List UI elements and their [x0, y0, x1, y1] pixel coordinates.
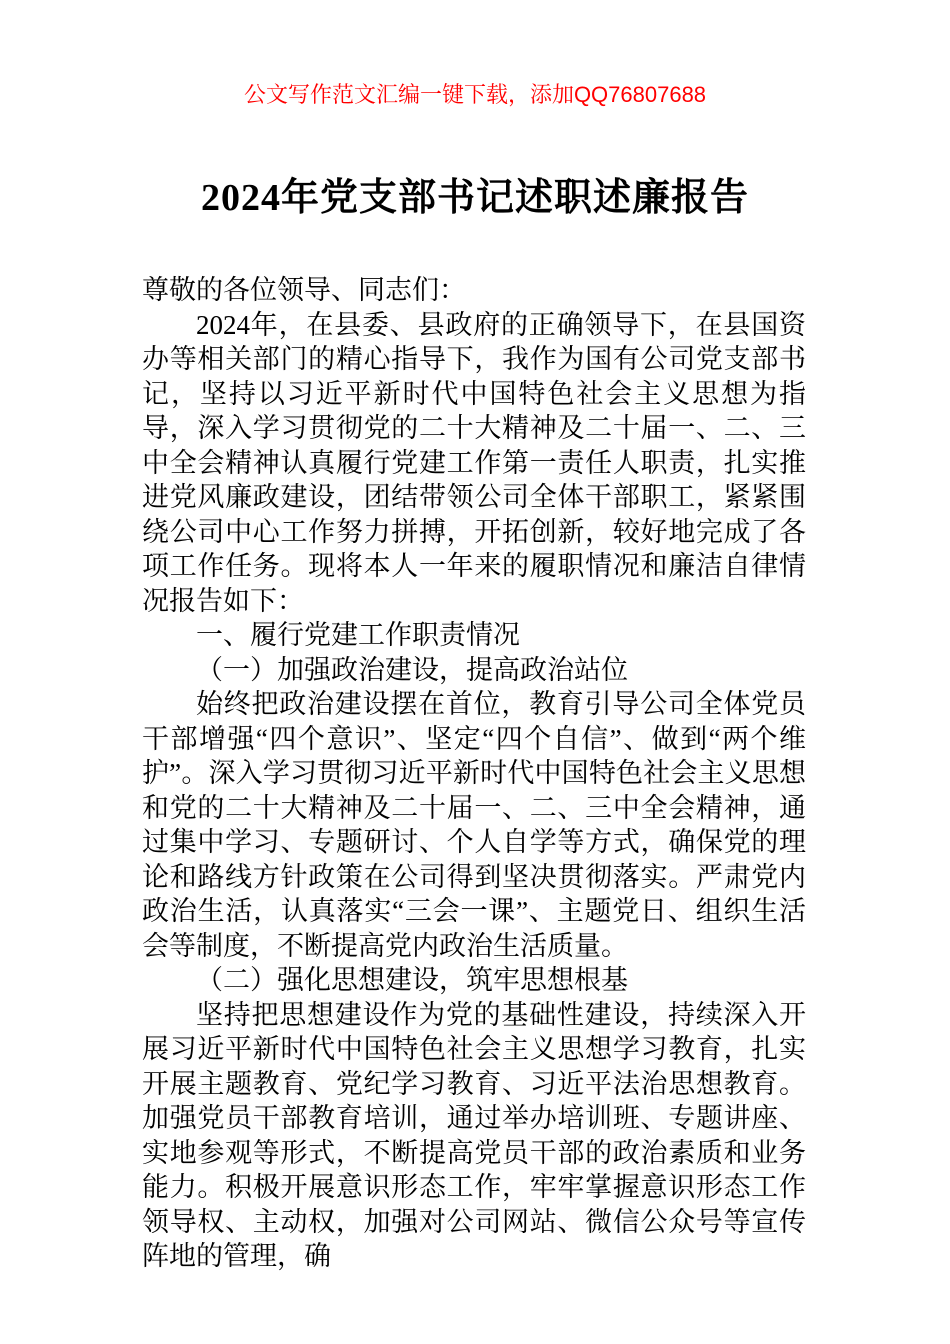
- section-heading-party-building-duties: 一、履行党建工作职责情况: [196, 620, 520, 650]
- document-body: [142, 273, 806, 1274]
- paragraph-intro: 2024年，在县委、县政府的正确领导下，在县国资办等相关部门的精心指导下，我作为国有公司党支部书记，坚持以习近平新时代中国特色社会主义思想为指导，深入学习贯彻党的二十大精神及二十届一、二、三中全会精神认真履行党建工作第一责任人职责，扎实推进党风廉政建设，团结带领公司全体干部职工，紧紧围绕公司中心工作努力拼搏，开拓创新，较好地完成了各项工作任务。现将本人一年来的履职情况和廉洁自律情况报告如下：: [142, 309, 806, 616]
- paragraph-ideological-building: 坚持把思想建设作为党的基础性建设，持续深入开展习近平新时代中国特色社会主义思想学习教育，扎实开展主题教育、党纪学习教育、习近平法治思想教育。加强党员干部教育培训，通过举办培训班、专题讲座、实地参观等形式，不断提高党员干部的政治素质和业务能力。积极开展意识形态工作，牢牢掌握意识形态工作领导权、主动权，加强对公司网站、微信公众号等宣传阵地的管理，确: [142, 999, 806, 1271]
- paragraph-salutation: 尊敬的各位领导、同志们：: [142, 275, 466, 305]
- paragraph-political-building: 始终把政治建设摆在首位，教育引导公司全体党员干部增强“四个意识”、坚定“四个自信”、做到“两个维护”。深入学习贯彻习近平新时代中国特色社会主义思想和党的二十大精神及二十届一、二、三中全会精神，通过集中学习、专题研讨、个人自学等方式，确保党的理论和路线方针政策在公司得到坚决贯彻落实。严肃党内政治生活，认真落实“三会一课”、主题党日、组织生活会等制度，不断提高党内政治生活质量。: [142, 689, 806, 961]
- subsection-heading-political-building: （一）加强政治建设，提高政治站位: [196, 654, 628, 685]
- notice-banner: 公文写作范文汇编一键下载，添加QQ76807688: [243, 82, 707, 107]
- document-title: 2024年党支部书记述职述廉报告: [200, 177, 749, 219]
- subsection-heading-ideological-building: （二）强化思想建设，筑牢思想根基: [196, 965, 628, 995]
